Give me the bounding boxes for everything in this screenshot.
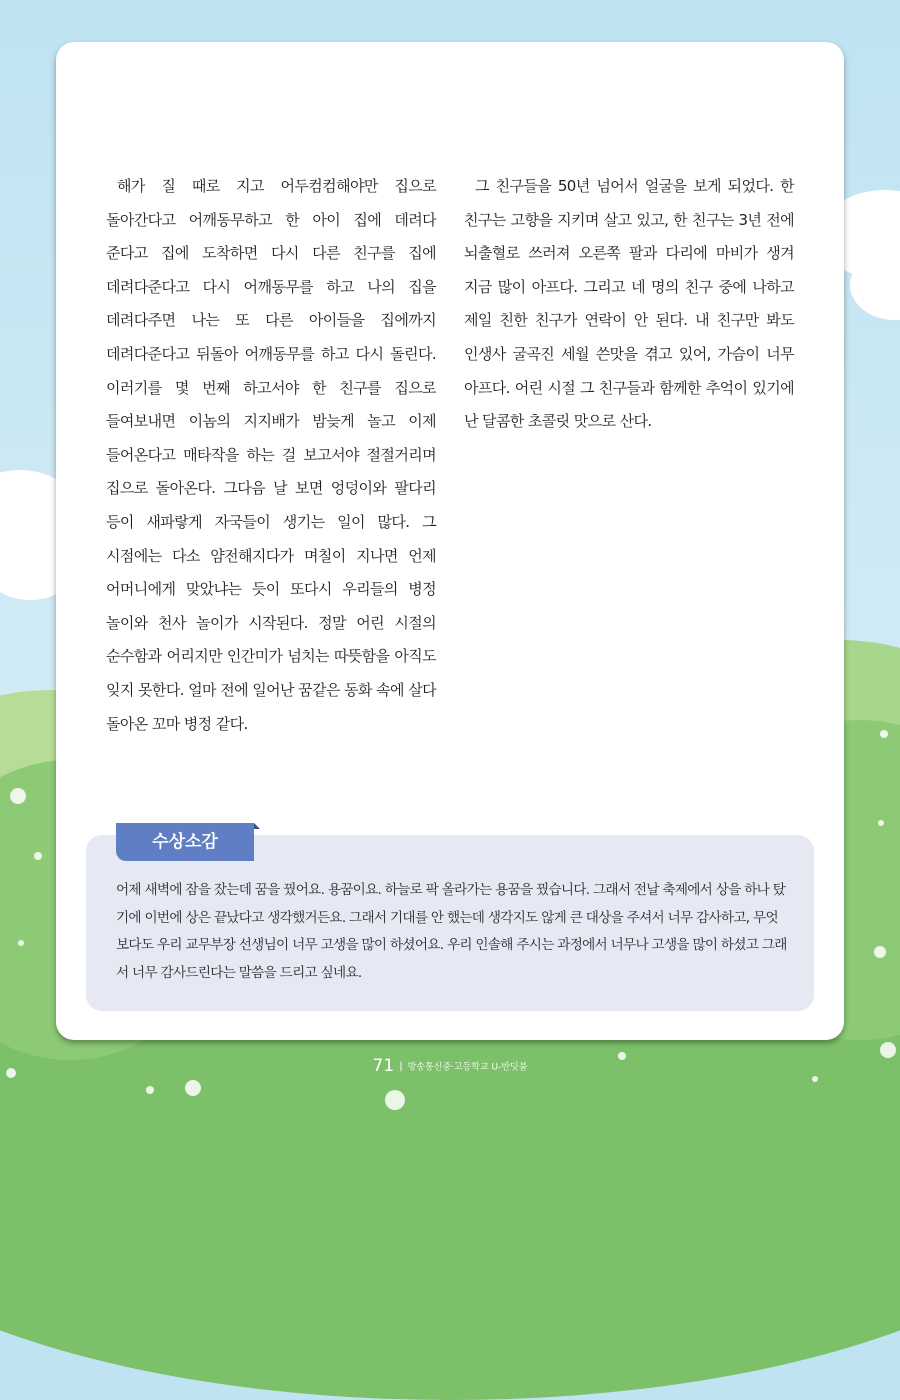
body-paragraph: 해가 질 때로 지고 어두컴컴해야만 집으로 돌아간다고 어깨동무하고 한 아이 집에 데려다 준다고 집에 도착하면 다시 다른 친구를 집에 데려다준다고 다시 어깨동무를 하고 나의 집을 데려다주면 나는 또 다른 아이들을 집에까지 데려다준다고 뒤돌아 어깨동무를 하고 다시 돌린다. 이러기를 몇 번째 하고서야 한 친구를 집으로 들여보내면 이놈의 지지배가 밤늦게 놀고 이제 들어온다고 매타작을 하는 걸 보고서야 절절거리며 집으로 돌아온다. 그다음 날 보면 엉덩이와 팔다리 등이 새파랗게 자국들이 생기는 일이 많다. 그 시점에는 다소 얌전해지다가 며칠이 지나면 언제 어머니에게 맞았냐는 듯이 또다시 우리들의 병정 놀이와 천사 놀이가 시작된다. 정말 어린 시절의 순수함과 어리지만 인간미가 넘치는 따뜻함을 아직도 잊지 못한다. 얼마 전에 일어난 꿈같은 동화 속에 살다 돌아온 꼬마 병정 같다. — [106, 177, 436, 733]
decor-dot — [880, 730, 888, 738]
body-paragraph: 그 친구들을 50년 넘어서 얼굴을 보게 되었다. 한 친구는 고향을 지키며 살고 있고, 한 친구는 3년 전에 뇌출혈로 쓰러져 오른쪽 팔과 다리에 마비가 생겨 지금 많이 아프다. 그리고 네 명의 친구 중에 나하고 제일 친한 친구가 연락이 안 된다. 내 친구만 봐도 인생사 굴곡진 세월 쓴맛을 겪고 있어, 가슴이 너무 아프다. 어린 시절 그 친구들과 함께한 추억이 있기에 난 달콤한 초콜릿 맛으로 산다. — [464, 177, 794, 431]
page-footer — [0, 1056, 900, 1076]
decor-dot — [385, 1090, 405, 1110]
page-number: 71 — [372, 1056, 395, 1076]
decor-dot — [878, 820, 884, 826]
footer-separator: | — [399, 1060, 403, 1072]
body-column-right — [464, 170, 794, 439]
publication-name: 방송통신중·고등학교 U-반딧불 — [407, 1062, 528, 1073]
decor-dot — [34, 852, 42, 860]
award-speech-box — [86, 832, 814, 1011]
body-column-left — [106, 170, 436, 741]
decor-dot — [874, 946, 886, 958]
award-speech-label: 수상소감 — [116, 823, 254, 861]
decor-dot — [18, 940, 24, 946]
decor-dot — [185, 1080, 201, 1096]
award-speech-text: 어제 새벽에 잠을 잤는데 꿈을 꿨어요. 용꿈이요. 하늘로 팍 올라가는 용꿈을 꿨습니다. 그래서 전날 축제에서 상을 하나 탔기에 이번에 상은 끝났다고 생각했거든요. 그래서 기대를 안 했는데 생각지도 않게 큰 대상을 주셔서 너무 감사하고, 무엇보다도 우리 교무부장 선생님이 너무 고생을 많이 하셨어요. 우리 인솔해 주시는 과정에서 너무나 고생을 많이 하셨고 그래서 너무 감사드린다는 말씀을 드리고 싶네요. — [116, 882, 787, 981]
decor-dot — [146, 1086, 154, 1094]
page-card — [56, 42, 844, 1040]
label-fold — [254, 823, 260, 829]
decor-dot — [812, 1076, 818, 1082]
decor-dot — [10, 788, 26, 804]
